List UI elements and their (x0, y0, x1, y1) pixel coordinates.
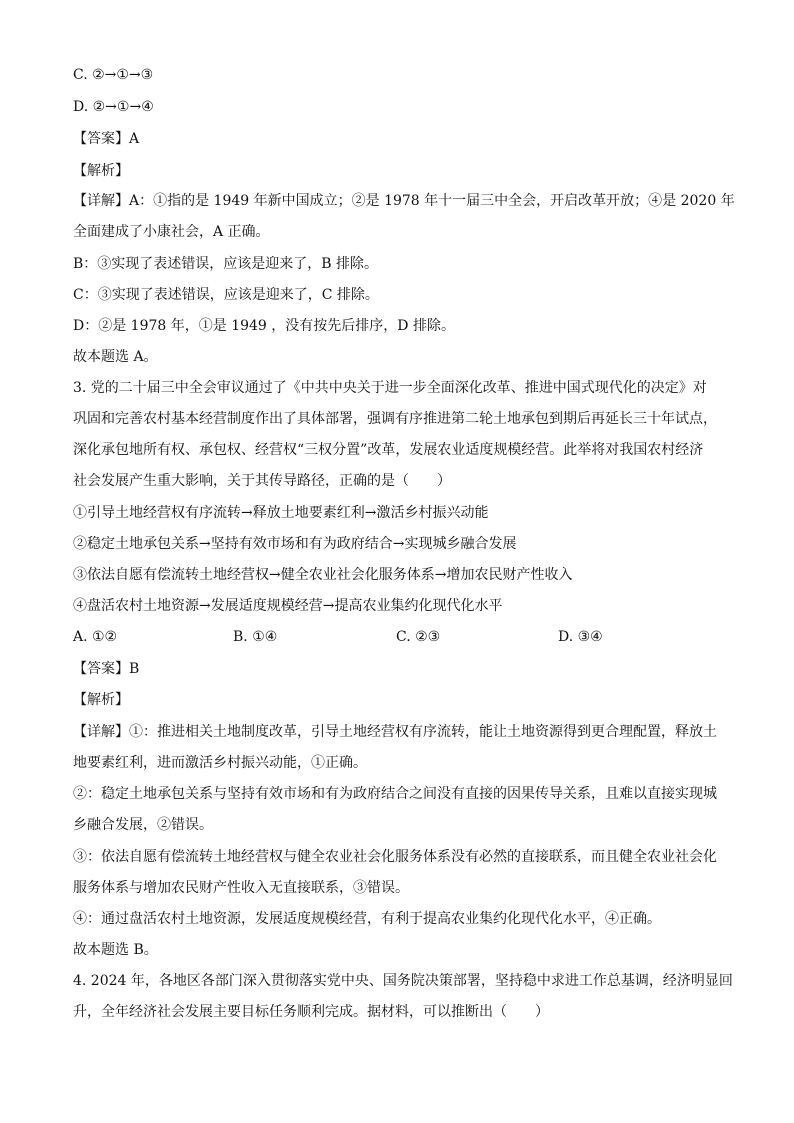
statement-item: ②稳定土地承包关系→坚持有效市场和有为政府结合→实现城乡融合发展 (73, 536, 517, 552)
option-c: C. ②→①→③ (73, 67, 154, 83)
detail-line: ③：依法自愿有偿流转土地经营权与健全农业社会化服务体系没有必然的直接联系，而且健全农业社会化 (73, 849, 717, 865)
question-stem: 深化承包地所有权、承包权、经营权“三权分置”改革，发展农业适度规模经营。此举将对我国农村经济 (73, 442, 704, 458)
answer-label: 【答案】B (73, 661, 140, 677)
question-stem: 3. 党的二十届三中全会审议通过了《中共中央关于进一步全面深化改革、推进中国式现代化的决定》对 (73, 380, 707, 396)
analysis-label: 【解析】 (73, 163, 129, 179)
detail-line: ④：通过盘活农村土地资源，发展适度规模经营，有利于提高农业集约化现代化水平，④正确。 (73, 911, 661, 927)
option-d: D. ②→①→④ (73, 99, 154, 115)
detail-line: 地要素红利，进而激活乡村振兴动能，①正确。 (73, 755, 367, 771)
answer-options (73, 627, 733, 647)
conclusion: 故本题选 B。 (73, 942, 158, 958)
option-b: B. ①④ (233, 629, 278, 645)
question-stem: 社会发展产生重大影响，关于其传导路径，正确的是（ ） (73, 473, 451, 489)
conclusion: 故本题选 A。 (73, 349, 158, 365)
detail-line: 【详解】A：①指的是 1949 年新中国成立；②是 1978 年十一届三中全会，开启改革开放；④是 2020 年 (73, 193, 735, 209)
statement-item: ③依法自愿有偿流转土地经营权→健全农业社会化服务体系→增加农民财产性收入 (73, 567, 573, 583)
question-stem: 4. 2024 年，各地区各部门深入贯彻落实党中央、国务院决策部署，坚持稳中求进工作总基调，经济明显回 (73, 973, 733, 989)
detail-line: ②：稳定土地承包关系与坚持有效市场和有为政府结合之间没有直接的因果传导关系，且难以直接实现城 (73, 786, 717, 802)
option-a: A. ①② (73, 629, 118, 645)
statement-item: ①引导土地经营权有序流转→释放土地要素红利→激活乡村振兴动能 (73, 505, 489, 521)
detail-line: 服务体系与增加农民财产性收入无直接联系，③错误。 (73, 880, 409, 896)
answer-label: 【答案】A (73, 131, 140, 147)
detail-line: 【详解】①：推进相关土地制度改革，引导土地经营权有序流转，能让土地资源得到更合理配置，释放土 (73, 724, 717, 740)
question-stem: 升，全年经济社会发展主要目标任务顺利完成。据材料，可以推断出（ ） (73, 1004, 549, 1020)
detail-line: C：③实现了表述错误，应该是迎来了，C 排除。 (73, 287, 379, 303)
question-stem: 巩固和完善农村基本经营制度作出了具体部署，强调有序推进第二轮土地承包到期后再延长三十年试点， (73, 411, 717, 427)
detail-line: 乡融合发展，②错误。 (73, 817, 213, 833)
option-c: C. ②③ (396, 629, 441, 645)
detail-line: D：②是 1978 年，①是 1949 ，没有按先后排序，D 排除。 (73, 318, 455, 334)
detail-line: B：③实现了表述错误，应该是迎来了，B 排除。 (73, 256, 379, 272)
option-d: D. ③④ (558, 629, 603, 645)
analysis-label: 【解析】 (73, 692, 129, 708)
detail-line: 全面建成了小康社会，A 正确。 (73, 224, 270, 240)
statement-item: ④盘活农村土地资源→发展适度规模经营→提高农业集约化现代化水平 (73, 598, 503, 614)
